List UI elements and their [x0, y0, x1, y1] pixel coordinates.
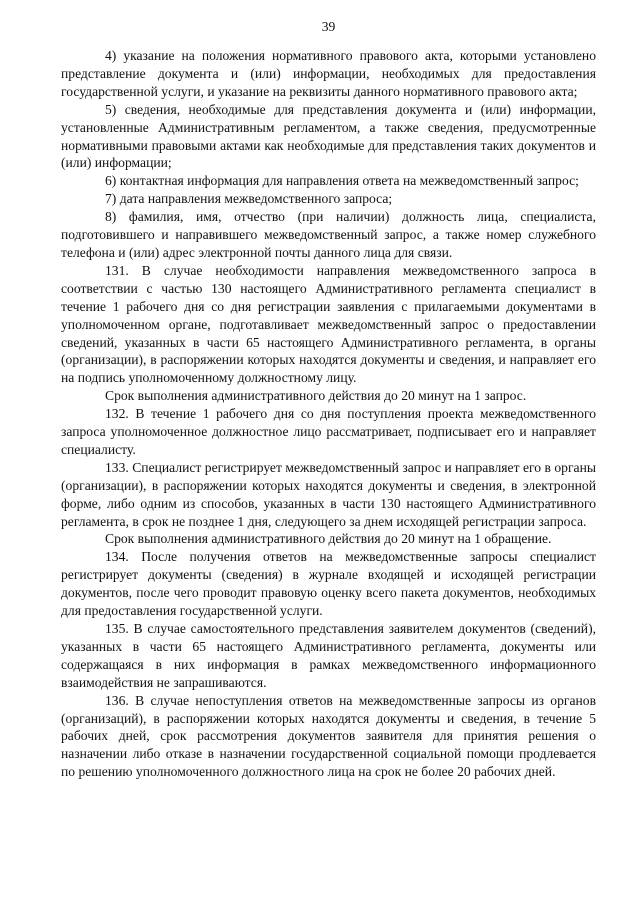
paragraph-item-7: 7) дата направления межведомственного запроса;: [105, 191, 393, 207]
paragraph-136: 136. В случае непоступления ответов на межведомственные запросы из органов (организаций), в распоряжении которых находятся документы и сведения, в течение 5 рабочих дней, срок рассмотрения документов заявителя для принятия решения о назначении либо отказе в назначении государственной социальной помощи продлевается по решению уполномоченного должностного лица на срок не более 20 рабочих дней.: [61, 692, 596, 780]
paragraph-item-8: 8) фамилия, имя, отчество (при наличии) должность лица, специалиста, подготовившего и направившего межведомственный запрос, а также номер служебного телефона и (или) адрес электронной почты данного лица для связи.: [61, 209, 596, 260]
paragraph-deadline-2: Срок выполнения административного действия до 20 минут на 1 обращение.: [105, 531, 552, 547]
paragraph-132: 132. В течение 1 рабочего дня со дня поступления проекта межведомственного запроса уполномоченное должностное лицо рассматривает, подписывает его и направляет специалисту.: [61, 406, 596, 457]
paragraph-item-4: 4) указание на положения нормативного правового акта, которыми установлено представление документа и (или) информации, необходимых для предоставления государственной услуги, и указание на реквизиты данного нормативного правового акта;: [61, 48, 596, 99]
paragraph-133: 133. Специалист регистрирует межведомственный запрос и направляет его в органы (организации), в распоряжении которых находятся документы и сведения, в электронной форме, либо одним из способов, указанных в части 130 настоящего Административного регламента, в срок не позднее 1 дня, следующего за днем исходящей регистрации запроса.: [61, 459, 596, 529]
document-body: [61, 47, 596, 781]
paragraph-131: 131. В случае необходимости направления межведомственного запроса в соответствии с частью 130 настоящего Административного регламента специалист в течение 1 рабочего дня со дня регистрации заявления с прилагаемыми документами в уполномоченном органе, подготавливает межведомственный запрос о предоставлении сведений, указанных в части 65 настоящего Административного регламента, в органы (организации), в распоряжении которых находятся документы и сведения, и направляет его на подпись уполномоченному должностному лицу.: [61, 262, 596, 386]
paragraph-item-6: 6) контактная информация для направления ответа на межведомственный запрос;: [105, 173, 579, 189]
paragraph-item-5: 5) сведения, необходимые для представления документа и (или) информации, установленные Административным регламентом, а также сведения, предусмотренные нормативными правовыми актами как необходимые для представления таких документов и (или) информации;: [61, 101, 596, 171]
paragraph-135: 135. В случае самостоятельного представления заявителем документов (сведений), указанных в части 65 настоящего Административного регламента, документы или содержащаяся в них информация в рамках межведомственного информационного взаимодействия не запрашиваются.: [61, 621, 596, 690]
paragraph-deadline-1: Срок выполнения административного действия до 20 минут на 1 запрос.: [105, 388, 527, 404]
page-number: 39: [321, 19, 336, 34]
paragraph-134: 134. После получения ответов на межведомственные запросы специалист регистрирует документы (сведения) в журнале входящей и исходящей регистрации документов, после чего проводит правовую оценку всего пакета документов, необходимых для предоставления государственной услуги.: [61, 549, 596, 619]
